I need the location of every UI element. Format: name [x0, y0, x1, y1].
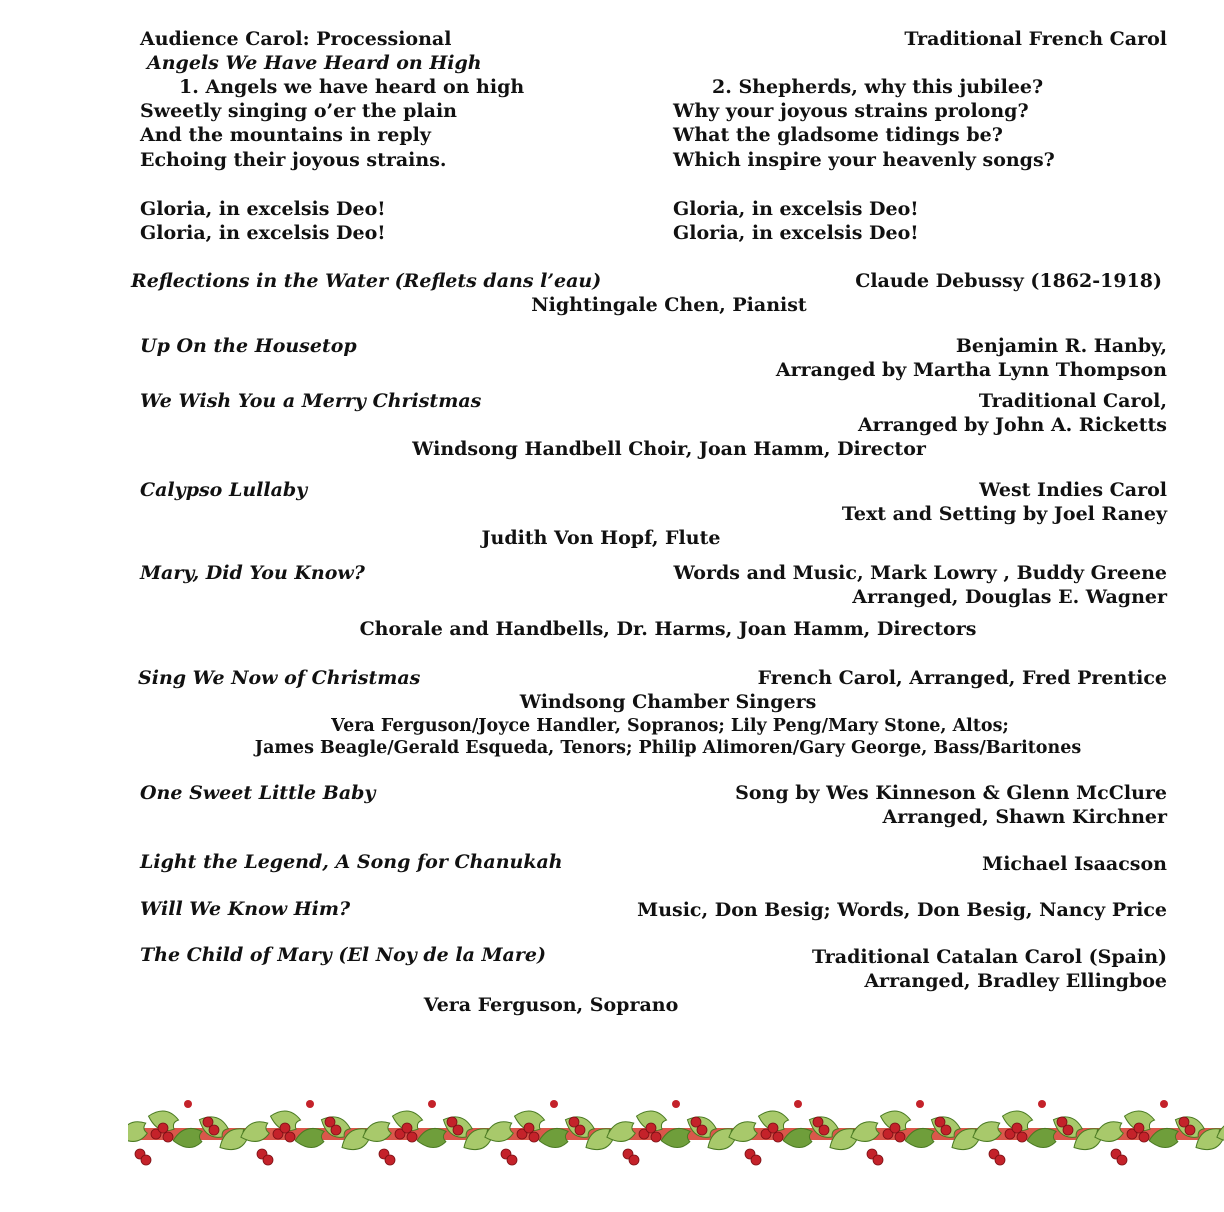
carol-title: Angels We Have Heard on High [147, 52, 482, 74]
piece-title: Will We Know Him? [140, 898, 351, 920]
piece-title: Light the Legend, A Song for Chanukah [140, 851, 563, 873]
piece-title: Sing We Now of Christmas [138, 667, 421, 689]
refrain-line: Gloria, in excelsis Deo! [140, 198, 386, 220]
refrain-line: Gloria, in excelsis Deo! [673, 198, 919, 220]
verse1-line: Echoing their joyous strains. [140, 149, 447, 171]
performer-line: Chorale and Handbells, Dr. Harms, Joan Hamm, Directors [359, 618, 977, 640]
piece-arranger: Arranged by Martha Lynn Thompson [775, 359, 1167, 381]
piece-title: Calypso Lullaby [140, 479, 308, 501]
piece-credit: Song by Wes Kinneson & Glenn McClure [735, 782, 1167, 804]
piece-credit: Michael Isaacson [982, 853, 1167, 875]
piece-credit: Benjamin R. Hanby, [955, 335, 1167, 357]
verse1-line: And the mountains in reply [140, 124, 431, 146]
verse1-line: 1. Angels we have heard on high [179, 76, 525, 98]
piece-title: Up On the Housetop [140, 335, 357, 357]
performer-line: Judith Von Hopf, Flute [481, 527, 721, 549]
piece-arranger: Arranged, Douglas E. Wagner [852, 586, 1167, 608]
piece-arranger: Arranged by John A. Ricketts [857, 414, 1167, 436]
performer-line: Windsong Chamber Singers [519, 691, 817, 713]
piece-credit: Claude Debussy (1862-1918) [855, 270, 1162, 292]
piece-title: The Child of Mary (El Noy de la Mare) [140, 944, 546, 966]
performer-line: Nightingale Chen, Pianist [531, 294, 807, 316]
piece-credit: Words and Music, Mark Lowry , Buddy Greene [673, 562, 1167, 584]
piece-credit: Traditional Carol, [978, 390, 1167, 412]
verse2-line: Which inspire your heavenly songs? [673, 149, 1055, 171]
piece-credit: Music, Don Besig; Words, Don Besig, Nancy Price [637, 899, 1167, 921]
piece-arranger: Arranged, Shawn Kirchner [882, 806, 1167, 828]
refrain-line: Gloria, in excelsis Deo! [673, 222, 919, 244]
refrain-line: Gloria, in excelsis Deo! [140, 222, 386, 244]
performer-line: Vera Ferguson, Soprano [423, 994, 679, 1016]
holly-border [128, 1092, 1224, 1178]
carol-composer: Traditional French Carol [904, 28, 1167, 50]
verse2-line: Why your joyous strains prolong? [673, 100, 1029, 122]
verse2-line: What the gladsome tidings be? [673, 124, 1003, 146]
piece-arranger: Arranged, Bradley Ellingboe [864, 970, 1167, 992]
piece-title: Reflections in the Water (Reflets dans l’eau) [131, 270, 602, 292]
verse1-line: Sweetly singing o’er the plain [140, 100, 457, 122]
piece-credit: French Carol, Arranged, Fred Prentice [757, 667, 1167, 689]
performer-line: James Beagle/Gerald Esqueda, Tenors; Philip Alimoren/Gary George, Bass/Baritones [254, 738, 1082, 758]
piece-title: Mary, Did You Know? [140, 562, 365, 584]
verse2-line: 2. Shepherds, why this jubilee? [712, 76, 1044, 98]
performer-line: Vera Ferguson/Joyce Handler, Sopranos; Lily Peng/Mary Stone, Altos; [331, 716, 1009, 736]
piece-credit: Traditional Catalan Carol (Spain) [812, 946, 1167, 968]
carol-heading: Audience Carol: Processional [140, 28, 452, 50]
piece-title: One Sweet Little Baby [140, 782, 376, 804]
piece-title: We Wish You a Merry Christmas [140, 390, 482, 412]
piece-arranger: Text and Setting by Joel Raney [841, 503, 1167, 525]
piece-credit: West Indies Carol [979, 479, 1167, 501]
performer-line: Windsong Handbell Choir, Joan Hamm, Director [412, 438, 926, 460]
